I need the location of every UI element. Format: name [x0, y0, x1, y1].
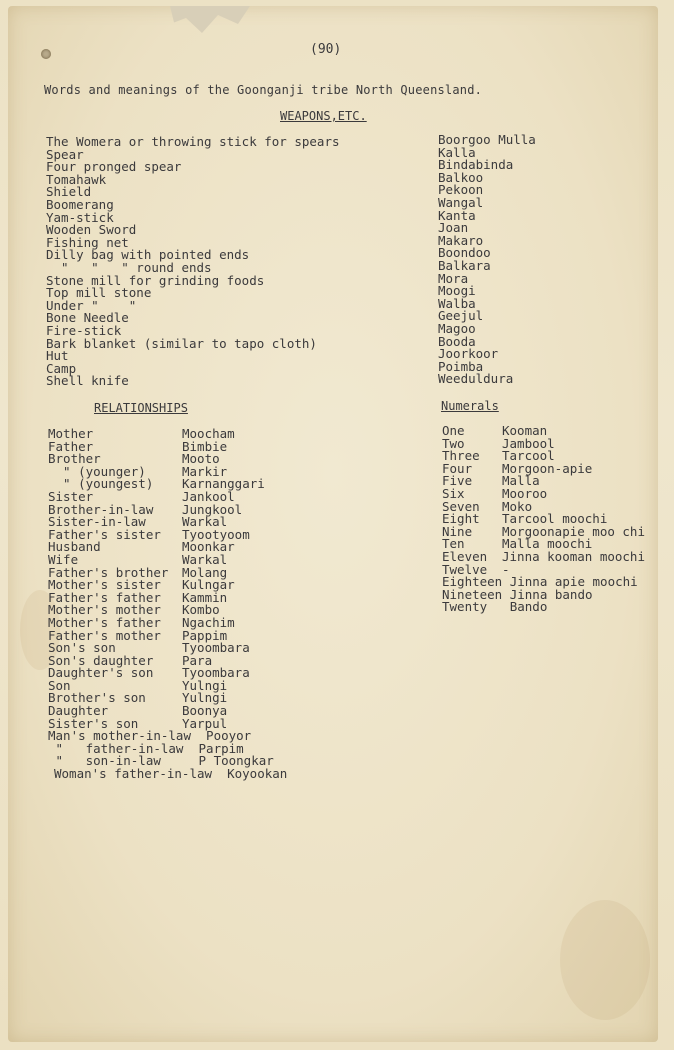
weapon-aboriginal-item: Wangal — [438, 194, 484, 210]
aboriginal-term: Tyoombara — [182, 640, 250, 656]
numeral-row: Twenty Bando — [442, 599, 548, 615]
english-term: Sister — [48, 488, 94, 504]
weapon-aboriginal-item: Pekoon — [438, 182, 484, 198]
weapon-aboriginal-item: Joan — [438, 220, 469, 236]
weapon-english-item: Fishing net — [46, 234, 129, 250]
aboriginal-term: Malla moochi — [502, 536, 593, 552]
weapon-english-item: Dilly bag with pointed ends — [46, 247, 250, 263]
aboriginal-term: Jambool — [502, 435, 555, 451]
weapon-aboriginal-item: Boondoo — [438, 245, 491, 261]
numeral-row: Eighteen Jinna apie moochi — [442, 574, 638, 590]
aboriginal-term: Bimbie — [182, 438, 228, 454]
english-term: Brother's son — [48, 690, 146, 706]
english-term: Son — [48, 677, 71, 693]
page-number: (90) — [310, 42, 342, 57]
english-term: Six — [442, 485, 465, 501]
numerals-list — [442, 425, 662, 614]
weapon-english-item: " " " round ends — [46, 259, 212, 275]
weapon-english-item: Fire-stick — [46, 322, 122, 338]
weapon-english-item: Under " " — [46, 297, 137, 313]
aboriginal-term: Yulngi — [182, 690, 228, 706]
english-term: Son's daughter — [48, 652, 154, 668]
aboriginal-term: Mooroo — [502, 485, 548, 501]
english-term: Brother — [48, 451, 101, 467]
aboriginal-term: - — [502, 561, 510, 577]
relationships-list — [48, 428, 348, 781]
paper-stain — [560, 900, 650, 1020]
english-term: Mother's father — [48, 614, 161, 630]
weapon-english-item: Tomahawk — [46, 171, 107, 187]
weapon-english-item: Four pronged spear — [46, 159, 182, 175]
weapon-english-item: Hut — [46, 348, 69, 364]
weapon-aboriginal-item: Mora — [438, 270, 469, 286]
weapon-aboriginal-item: Joorkoor — [438, 346, 499, 362]
weapons-title: WEAPONS,ETC. — [280, 109, 367, 123]
weapon-aboriginal-item: Poimba — [438, 358, 484, 374]
aboriginal-term: Kombo — [182, 602, 220, 618]
weapon-english-item: Wooden Sword — [46, 222, 137, 238]
punch-hole — [41, 49, 51, 59]
weapon-aboriginal-item: Moogi — [438, 283, 476, 299]
english-term: Husband — [48, 539, 101, 555]
numeral-row — [442, 475, 662, 488]
weapons-english-list — [46, 136, 376, 388]
aboriginal-term: Tarcool — [502, 448, 555, 464]
english-term: Two — [442, 435, 465, 451]
english-term: Nine — [442, 523, 473, 539]
aboriginal-term: Yarpul — [182, 715, 228, 731]
weapon-english-item: Stone mill for grinding foods — [46, 272, 265, 288]
weapon-aboriginal-item: Booda — [438, 333, 476, 349]
aboriginal-term: Molang — [182, 564, 228, 580]
weapon-english-item: Camp — [46, 360, 77, 376]
english-term: Son's son — [48, 640, 116, 656]
aboriginal-term: Tyootyoom — [182, 526, 250, 542]
weapon-aboriginal-item: Balkoo — [438, 169, 484, 185]
aboriginal-term: Pappim — [182, 627, 228, 643]
aboriginal-term: Jinna kooman moochi — [502, 548, 645, 564]
weapon-aboriginal-item: Magoo — [438, 320, 476, 336]
relationship-inlaw-row: " father-in-law Parpim — [48, 740, 244, 756]
weapon-aboriginal-item: Bindabinda — [438, 157, 514, 173]
english-term: " (younger) — [48, 463, 146, 479]
english-term: Wife — [48, 551, 79, 567]
aboriginal-term: Tarcool moochi — [502, 511, 608, 527]
weapon-aboriginal-item: Kanta — [438, 207, 476, 223]
weapon-english-item: Shell knife — [46, 373, 129, 389]
aboriginal-term: Karnanggari — [182, 476, 265, 492]
aboriginal-term: Yulngi — [182, 677, 228, 693]
english-term: Daughter's son — [48, 665, 154, 681]
english-term: " (youngest) — [48, 476, 154, 492]
aboriginal-term: Warkal — [182, 551, 228, 567]
weapons-aboriginal-list — [438, 134, 638, 386]
english-term: Three — [442, 448, 480, 464]
aboriginal-term: Boonya — [182, 703, 228, 719]
english-term: Father — [48, 438, 94, 454]
english-term: Brother-in-law — [48, 501, 154, 517]
aboriginal-term: Moko — [502, 498, 533, 514]
english-term: Ten — [442, 536, 465, 552]
english-term: Seven — [442, 498, 480, 514]
english-term: Four — [442, 460, 473, 476]
relationships-title: RELATIONSHIPS — [94, 401, 188, 415]
english-term: Sister's son — [48, 715, 139, 731]
english-term: Mother's sister — [48, 577, 161, 593]
english-term: Twelve — [442, 561, 488, 577]
aboriginal-term: Kooman — [502, 423, 548, 438]
english-term: Daughter — [48, 703, 109, 719]
english-term: Father's sister — [48, 526, 161, 542]
aboriginal-term: Mooto — [182, 451, 220, 467]
relationship-inlaw-row: Man's mother-in-law Pooyor — [48, 728, 252, 744]
relationship-inlaw-row: Woman's father-in-law Koyookan — [54, 766, 288, 782]
english-term: Five — [442, 473, 473, 489]
aboriginal-term: Markir — [182, 463, 228, 479]
english-term: Sister-in-law — [48, 514, 146, 530]
weapon-english-item: Boomerang — [46, 196, 114, 212]
english-term: Father's father — [48, 589, 161, 605]
numeral-row — [442, 460, 662, 476]
weapon-english-item: Bone Needle — [46, 310, 129, 326]
english-term: Eight — [442, 511, 480, 527]
aboriginal-term: Malla — [502, 473, 540, 489]
english-term: Mother's mother — [48, 602, 161, 618]
weapon-aboriginal-item: Balkara — [438, 257, 491, 273]
aboriginal-term: Moocham — [182, 426, 235, 441]
weapon-english-item: Top mill stone — [46, 285, 152, 301]
aboriginal-term: Morgoon-apie — [502, 460, 593, 476]
weapon-english-item: The Womera or throwing stick for spears — [46, 134, 340, 149]
aboriginal-term: Kammin — [182, 589, 228, 605]
page-heading: Words and meanings of the Goonganji tribe North Queensland. — [44, 83, 483, 97]
aboriginal-term: Tyoombara — [182, 665, 250, 681]
weapon-aboriginal-item: Makaro — [438, 232, 484, 248]
weapon-aboriginal-item: Weeduldura — [438, 371, 514, 387]
aboriginal-term: Ngachim — [182, 614, 235, 630]
english-term: Eleven — [442, 548, 488, 564]
numeral-row: Nineteen Jinna bando — [442, 586, 593, 602]
aboriginal-term: Warkal — [182, 514, 228, 530]
english-term: One — [442, 423, 465, 438]
english-term: Mother — [48, 426, 94, 441]
aboriginal-term: Kulngar — [182, 577, 235, 593]
weapon-aboriginal-item: Geejul — [438, 308, 484, 324]
numerals-title: Numerals — [441, 399, 499, 413]
weapon-english-item: Spear — [46, 146, 84, 162]
weapon-aboriginal-item: Boorgoo Mulla — [438, 132, 536, 147]
weapon-aboriginal-item: Kalla — [438, 144, 476, 160]
relationship-inlaw-row: " son-in-law P Toongkar — [48, 753, 274, 769]
aboriginal-term: Jankool — [182, 488, 235, 504]
aboriginal-term: Jungkool — [182, 501, 243, 517]
weapon-aboriginal-item: Walba — [438, 295, 476, 311]
weapon-english-item: Yam-stick — [46, 209, 114, 225]
weapon-english-item: Bark blanket (similar to tapo cloth) — [46, 335, 317, 351]
aboriginal-term: Para — [182, 652, 213, 668]
weapon-english-item: Shield — [46, 184, 92, 200]
english-term: Father's mother — [48, 627, 161, 643]
english-term: Father's brother — [48, 564, 169, 580]
aboriginal-term: Moonkar — [182, 539, 235, 555]
aboriginal-term: Morgoonapie moo chi — [502, 523, 645, 539]
